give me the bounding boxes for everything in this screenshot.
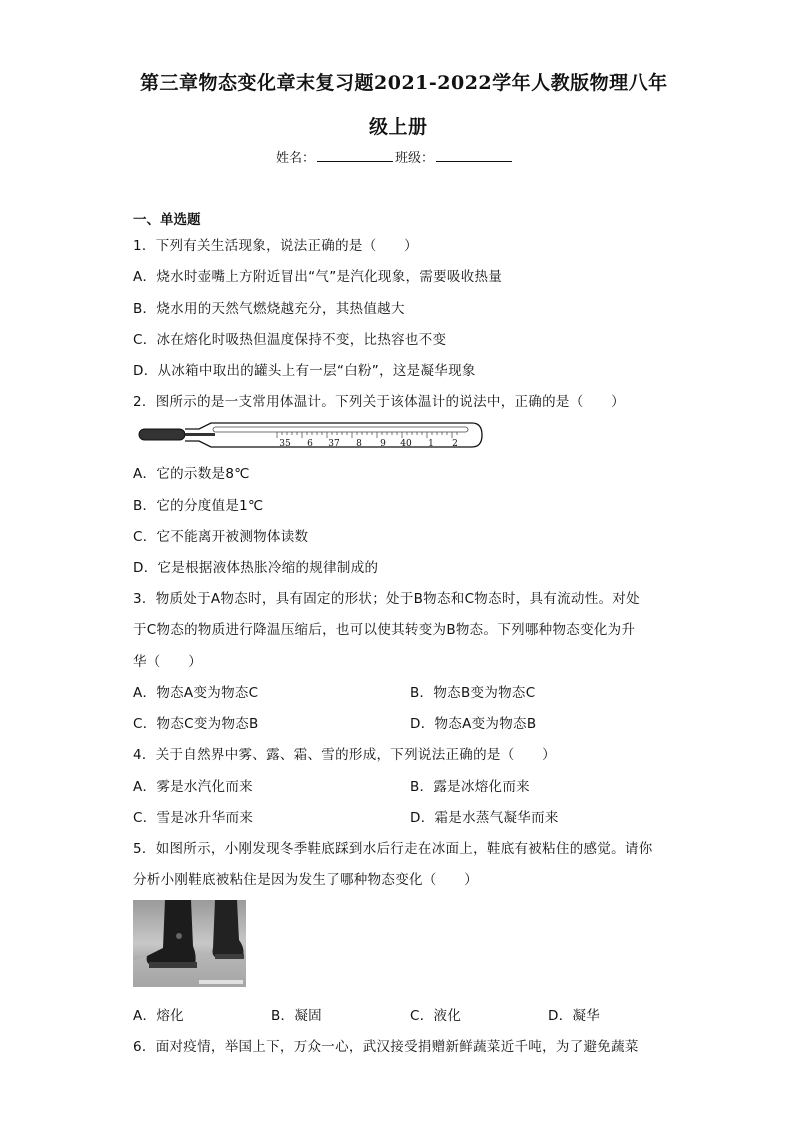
q4-option-c: C．雪是冰升华而来 bbox=[133, 810, 254, 826]
q2-option-d: D．它是根据液体热胀冷缩的规律制成的 bbox=[133, 560, 379, 576]
student-info bbox=[276, 147, 514, 166]
boots-on-ice-photo bbox=[133, 900, 246, 987]
q1-option-d: D．从冰箱中取出的罐头上有一层“白粉”，这是凝华现象 bbox=[133, 363, 476, 379]
q4-option-d: D．霜是水蒸气凝华而来 bbox=[410, 810, 559, 826]
q3-stem-line1: 3．物质处于A物态时，具有固定的形状；处于B物态和C物态时，具有流动性。对处 bbox=[133, 591, 640, 607]
q6-stem-line1: 6．面对疫情，举国上下，万众一心，武汉接受捐赠新鲜蔬菜近千吨，为了避免蔬菜 bbox=[133, 1039, 639, 1055]
q1-option-c: C．冰在熔化时吸热但温度保持不变，比热容也不变 bbox=[133, 332, 447, 348]
q5-stem-line1: 5．如图所示，小刚发现冬季鞋底踩到水后行走在冰面上，鞋底有被粘住的感觉。请你 bbox=[133, 841, 653, 857]
name-label: 姓名： bbox=[276, 151, 316, 166]
page-title-line1: 第三章物态变化章末复习题2021-2022学年人教版物理八年 bbox=[140, 72, 668, 94]
class-label: 班级： bbox=[395, 151, 435, 166]
q5-option-b: B．凝固 bbox=[271, 1008, 322, 1024]
q2-option-a: A．它的示数是8℃ bbox=[133, 466, 250, 482]
scale-label: 1 bbox=[428, 439, 434, 449]
q3-option-c: C．物态C变为物态B bbox=[133, 716, 259, 732]
scale-label: 35 bbox=[279, 439, 291, 449]
q2-stem: 2．图所示的是一支常用体温计。下列关于该体温计的说法中，正确的是（ ） bbox=[133, 394, 625, 410]
q1-stem: 1．下列有关生活现象，说法正确的是（ ） bbox=[133, 238, 418, 254]
q3-option-a: A．物态A变为物态C bbox=[133, 685, 259, 701]
q3-option-b: B．物态B变为物态C bbox=[410, 685, 536, 701]
q4-option-b: B．露是冰熔化而来 bbox=[410, 779, 530, 795]
thermometer-figure bbox=[137, 419, 487, 453]
q5-option-d: D．凝华 bbox=[548, 1008, 601, 1024]
q5-option-c: C．液化 bbox=[410, 1008, 462, 1024]
thermometer-bulb bbox=[139, 429, 185, 440]
q3-option-d: D．物态A变为物态B bbox=[410, 716, 537, 732]
scale-label: 2 bbox=[452, 439, 458, 449]
q5-stem-line2: 分析小刚鞋底被粘住是因为发生了哪种物态变化（ ） bbox=[133, 872, 478, 888]
scale-label: 37 bbox=[328, 439, 340, 449]
q1-option-a: A．烧水时壶嘴上方附近冒出“气”是汽化现象，需要吸收热量 bbox=[133, 269, 503, 285]
class-blank[interactable] bbox=[436, 149, 512, 162]
q2-option-c: C．它不能离开被测物体读数 bbox=[133, 529, 309, 545]
page-title-line2: 级上册 bbox=[369, 116, 428, 138]
q1-option-b: B．烧水用的天然气燃烧越充分，其热值越大 bbox=[133, 301, 405, 317]
section-title: 一、单选题 bbox=[133, 212, 201, 228]
scale-label: 8 bbox=[356, 439, 362, 449]
q4-stem: 4．关于自然界中雾、露、霜、雪的形成，下列说法正确的是（ ） bbox=[133, 747, 556, 763]
q5-option-a: A．熔化 bbox=[133, 1008, 184, 1024]
thermometer-capillary bbox=[213, 427, 468, 432]
q3-stem-line2: 于C物态的物质进行降温压缩后，也可以使其转变为B物态。下列哪种物态变化为升 bbox=[133, 622, 636, 638]
scale-label: 40 bbox=[400, 439, 412, 449]
scale-label: 9 bbox=[380, 439, 386, 449]
q3-stem-line3: 华（ ） bbox=[133, 654, 202, 670]
name-blank[interactable] bbox=[317, 149, 393, 162]
thermometer-liquid bbox=[185, 433, 215, 436]
scale-label: 6 bbox=[307, 439, 313, 449]
q4-option-a: A．雾是水汽化而来 bbox=[133, 779, 253, 795]
q2-option-b: B．它的分度值是1℃ bbox=[133, 498, 264, 514]
